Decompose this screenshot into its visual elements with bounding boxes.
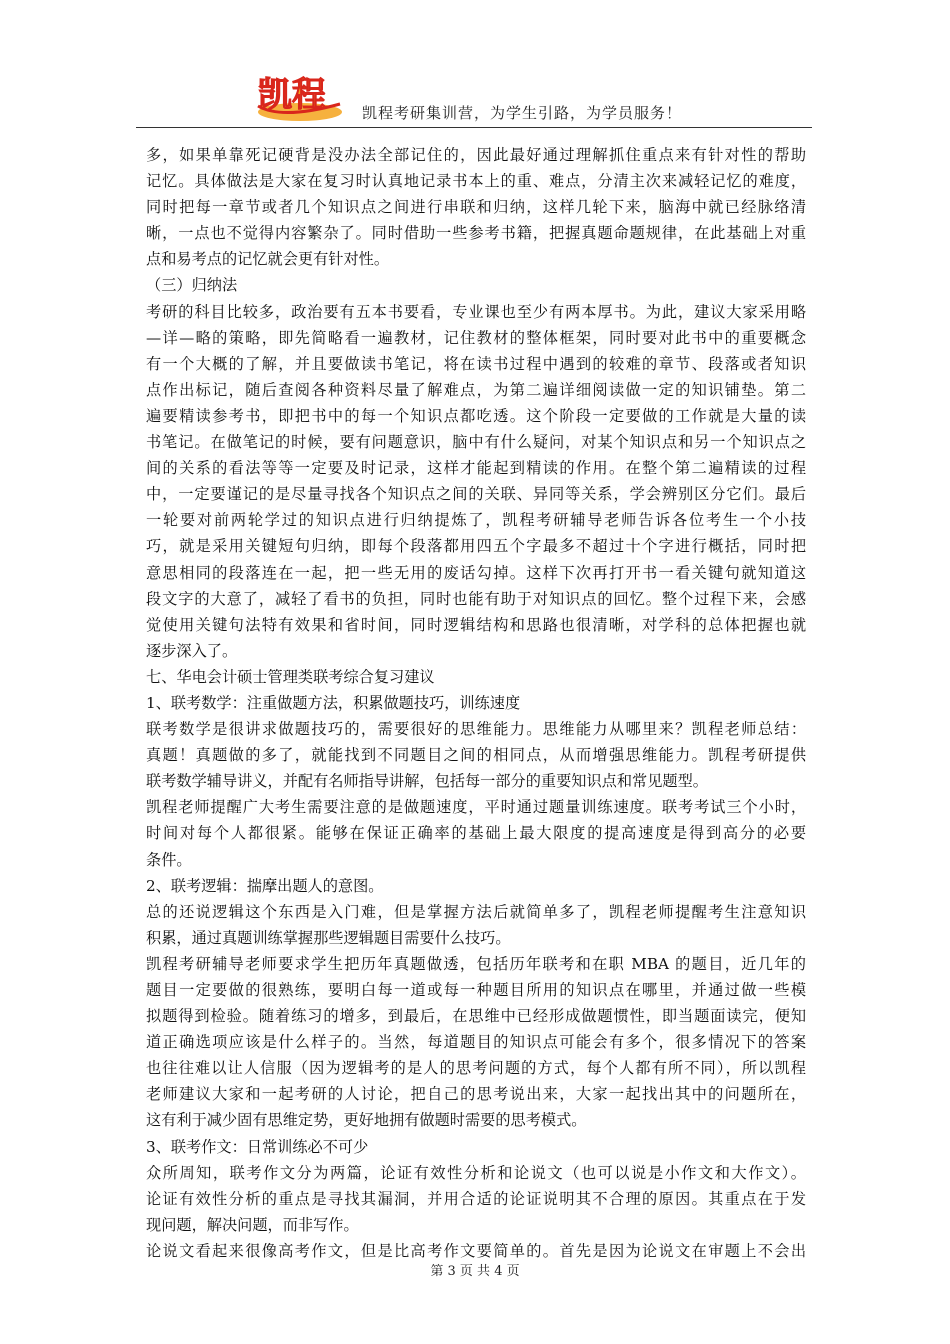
text-line: 一轮要对前两轮学过的知识点进行归纳提炼了，凯程考研辅导老师告诉各位考生一个小技 [146,511,806,530]
subsection-heading: 3、联考作文：日常训练必不可少 [146,1137,369,1156]
text-line: 段文字的大意了，减轻了看书的负担，同时也能有助于对知识点的回忆。整个过程下来，会感 [146,589,806,608]
text-line: 真题！真题做的多了，就能找到不同题目之间的相同点，从而增强思维能力。凯程考研提供 [146,746,806,765]
text-line: 有一个大概的了解，并且要做读书笔记，将在读书过程中遇到的较难的章节、段落或者知识 [146,354,806,373]
text-line: 条件。 [146,850,192,869]
document-body [146,142,806,1264]
text-line: 这有利于减少固有思维定势，更好地拥有做题时需要的思考模式。 [146,1111,587,1130]
header-divider [136,127,812,128]
subsection-heading: 2、联考逻辑：揣摩出题人的意图。 [146,876,384,895]
text-line: 记忆。具体做法是大家在复习时认真地记录书本上的重、难点，分清主次来减轻记忆的难度， [146,172,806,191]
page-number: 第 3 页 共 4 页 [430,1264,520,1279]
text-line: 晰，一点也不觉得内容繁杂了。同时借助一些参考书籍，把握真题命题规律，在此基础上对重 [146,224,806,243]
text-line: 拟题得到检验。随着练习的增多，到最后，在思维中已经形成做题惯性，即当题面读完，便知 [146,1007,806,1026]
text-line: —详—略的策略，即先简略看一遍教材，记住教材的整体框架，同时要对此书中的重要概念 [146,328,806,347]
text-line: 众所周知，联考作文分为两篇，论证有效性分析和论说文（也可以说是小作文和大作文）。 [146,1163,806,1182]
section-heading: 七、华电会计硕士管理类联考综合复习建议 [146,667,435,686]
text-line: 同时把每一章节或者几个知识点之间进行串联和归纳，这样几轮下来，脑海中就已经脉络清 [146,198,806,217]
text-line: 道正确选项应该是什么样子的。当然，每道题目的知识点可能会有多个，很多情况下的答案 [146,1033,806,1052]
text-line: 意思相同的段落连在一起，把一些无用的废话勾掉。这样下次再打开书一看关键句就知道这 [146,563,806,582]
text-line: 巧，就是采用关键短句归纳，即每个段落都用四五个字最多不超过十个字进行概括，同时把 [146,537,806,556]
header-tagline: 凯程考研集训营，为学生引路，为学员服务！ [362,104,683,122]
text-line: 联考数学辅导讲义，并配有名师指导讲解，包括每一部分的重要知识点和常见题型。 [146,772,708,791]
text-line: 中，一定要谨记的是尽量寻找各个知识点之间的关联、异同等关系，学会辨别区分它们。最后 [146,485,806,504]
kaicheng-logo-icon [252,66,348,124]
text-line: 点作出标记，随后查阅各种资料尽量了解难点，为第二遍详细阅读做一定的知识铺垫。第二 [146,380,806,399]
page-header [136,60,812,126]
subsection-heading: 1、联考数学：注重做题方法，积累做题技巧，训练速度 [146,693,521,712]
text-line: 遍要精读参考书，即把书中的每一个知识点都吃透。这个阶段一定要做的工作就是大量的读 [146,406,806,425]
text-line: 老师建议大家和一起考研的人讨论，把自己的思考说出来，大家一起找出其中的问题所在， [146,1085,806,1104]
section-heading: （三）归纳法 [146,276,238,295]
text-line: 多，如果单靠死记硬背是没办法全部记住的，因此最好通过理解抓住重点来有针对性的帮助 [146,146,806,164]
text-line: 题目一定要做的很熟练，要明白每一道或每一种题目所用的知识点在哪里，并通过做一些模 [146,981,806,999]
text-line: 觉使用关键句法特有效果和省时间，同时逻辑结构和思路也很清晰，对学科的总体把握也就 [146,615,806,634]
text-line: 论说文看起来很像高考作文，但是比高考作文要简单的。首先是因为论说文在审题上不会出 [146,1241,806,1260]
text-line: 考研的科目比较多，政治要有五本书要看，专业课也至少有两本厚书。为此，建议大家采用略 [146,302,806,321]
text-line: 现问题，解决问题，而非写作。 [146,1215,359,1234]
text-line: 论证有效性分析的重点是寻找其漏洞，并用合适的论证说明其不合理的原因。其重点在于发 [146,1189,806,1208]
text-line: 点和易考点的记忆就会更有针对性。 [146,250,389,269]
text-line: 间的关系的看法等等一定要及时记录，这样才能起到精读的作用。在整个第二遍精读的过程 [146,459,806,478]
text-line: 凯程老师提醒广大考生需要注意的是做题速度，平时通过题量训练速度。联考考试三个小时， [146,798,806,817]
text-line: 时间对每个人都很紧。能够在保证正确率的基础上最大限度的提高速度是得到高分的必要 [146,824,806,843]
text-line: 凯程考研辅导老师要求学生把历年真题做透，包括历年联考和在职 MBA 的题目，近几年的 [146,954,806,973]
text-line: 逐步深入了。 [146,641,238,660]
text-line: 书笔记。在做笔记的时候，要有问题意识，脑中有什么疑问，对某个知识点和另一个知识点之 [146,433,806,452]
text-line: 总的还说逻辑这个东西是入门难，但是掌握方法后就简单多了，凯程老师提醒考生注意知识 [146,902,806,921]
text-line: 也往往难以让人信服（因为逻辑考的是人的思考问题的方式，每个人都有所不同），所以凯程 [146,1059,806,1078]
logo-text: 凯程 [258,75,326,115]
text-line: 积累，通过真题训练掌握那些逻辑题目需要什么技巧。 [146,928,511,947]
text-line: 联考数学是很讲求做题技巧的，需要很好的思维能力。思维能力从哪里来？凯程老师总结： [146,720,806,739]
